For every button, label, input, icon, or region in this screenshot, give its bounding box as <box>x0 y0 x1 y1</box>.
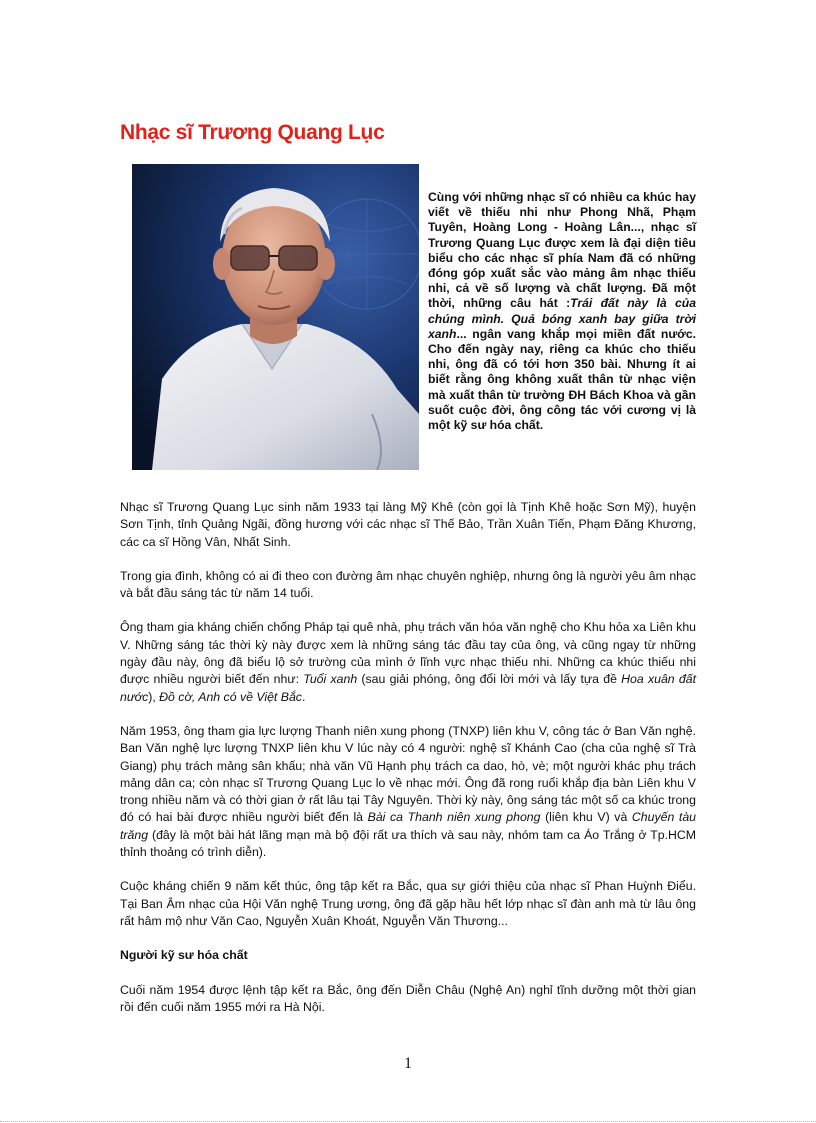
text-span: (sau giải phóng, ông đổi lời mới và lấy tựa đề <box>357 672 622 687</box>
paragraph-tnxp <box>120 723 696 861</box>
page-footer-divider <box>0 1121 816 1122</box>
intro-paragraph <box>428 190 696 433</box>
text-span: (liên khu V) và <box>540 810 632 825</box>
intro-text-end: ... ngân vang khắp mọi miền đất nước. Cho đến ngày nay, riêng ca khúc cho thiếu nhi, ông đã có tới hơn 350 bài. Nhưng ít ai biết rằng ông không xuất thân từ nhạc viện mà xuất thân từ trường ĐH Bách Khoa và gần suốt cuộc đời, ông công tác với cương vị là một kỹ sư hóa chất. <box>428 326 696 433</box>
text-span: (đây là một bài hát lãng mạn mà bộ đội rất ưa thích và sau này, nhóm tam ca Áo Trắng ở Tp.HCM thỉnh thoảng có trình diễn). <box>120 827 696 860</box>
song-title: Tuổi xanh <box>303 672 358 687</box>
text-span: Năm 1953, ông tham gia lực lượng Thanh niên xung phong (TNXP) liên khu V, công tác ở Ban Văn nghệ. Ban Văn nghệ lực lượng TNXP liên khu V lúc này có 4 người: nghệ sĩ Khánh Cao (cha của nghệ sĩ Trà Giang) phụ trách mảng sân khấu; nhà văn Vũ Hạnh phụ trách ca dao, hò, vè; một người khác phụ trách mảng dân ca; còn nhạc sĩ Trương Quang Lục lo về nhạc mới. Ông đã rong ruổi khắp địa bàn Liên khu V trong nhiều năm và có thời gian ở rất lâu tại Tây Nguyên. Thời kỳ này, ông sáng tác một số ca khúc trong đó có hai bài được nhiều người biết đến là <box>120 723 696 825</box>
portrait-illustration <box>132 164 419 470</box>
paragraph-birth: Nhạc sĩ Trương Quang Lục sinh năm 1933 tại làng Mỹ Khê (còn gọi là Tịnh Khê hoặc Sơn Mỹ), huyện Sơn Tịnh, tỉnh Quảng Ngãi, đồng hương với các nhạc sĩ Thế Bảo, Trần Xuân Tiến, Phạm Đăng Khương, các ca sĩ Hồng Vân, Nhất Sinh. <box>120 500 696 549</box>
song-title: Bài ca Thanh niên xung phong <box>367 810 541 825</box>
paragraph-north: Cuộc kháng chiến 9 năm kết thúc, ông tập kết ra Bắc, qua sự giới thiệu của nhạc sĩ Phan Huỳnh Điểu. Tại Ban Âm nhạc của Hội Văn nghệ Trung ương, ông đã gặp hầu hết lớp nhạc sĩ đàn anh mà từ lâu ông rất hâm mộ như Văn Cao, Nguyễn Xuân Khoát, Nguyễn Văn Thương... <box>120 879 696 928</box>
portrait-photo <box>132 164 419 470</box>
text-span: Ông tham gia kháng chiến chống Pháp tại quê nhà, phụ trách văn hóa văn nghệ cho Khu hỏa xa Liên khu V. Những sáng tác thời kỳ này được xem là những sáng tác đầu tay của ông, và cũng ngay từ những ngày đầu này, ông đã biểu lộ sở trường của mình ở lĩnh vực nhạc thiếu nhi. Những ca khúc thiếu nhi được nhiều người biết đến như: <box>120 620 696 687</box>
page-number: 1 <box>404 1055 412 1072</box>
song-title: Hoa xuân đất nước <box>120 672 696 704</box>
section-heading: Người kỹ sư hóa chất <box>120 948 248 963</box>
intro-text-start: Cùng với những nhạc sĩ có nhiều ca khúc hay viết về thiếu nhi như Phong Nhã, Phạm Tuyên, Hoàng Long - Hoàng Lân..., nhạc sĩ Trương Quang Lục được xem là đại diện tiêu biểu cho các nhạc sĩ phía Nam đã có những đóng góp xuất sắc vào mảng âm nhạc thiếu nhi, cả về số lượng và chất lượng. Đã một thời, những câu hát : <box>428 190 696 311</box>
paragraph-family: Trong gia đình, không có ai đi theo con đường âm nhạc chuyên nghiệp, nhưng ông là người yêu âm nhạc và bắt đầu sáng tác từ năm 14 tuổi. <box>120 568 696 601</box>
paragraph-1954: Cuối năm 1954 được lệnh tập kết ra Bắc, ông đến Diễn Châu (Nghệ An) nghỉ tĩnh dưỡng một thời gian rồi đến cuối năm 1955 mới ra Hà Nội. <box>120 982 696 1014</box>
song-title: Chuyến tàu trăng <box>120 810 697 842</box>
article-title: Nhạc sĩ Trương Quang Lục <box>120 121 385 144</box>
article-body <box>120 499 696 1033</box>
song-title: Đồ cờ, Anh có về Việt Bắc <box>159 689 302 704</box>
text-span: ), <box>148 689 160 704</box>
paragraph-resistance <box>120 619 696 705</box>
text-span: . <box>301 689 306 704</box>
song-lyric-quote: Trái đất này là của chúng mình. Quả bóng xanh bay giữa trời xanh <box>428 296 696 341</box>
